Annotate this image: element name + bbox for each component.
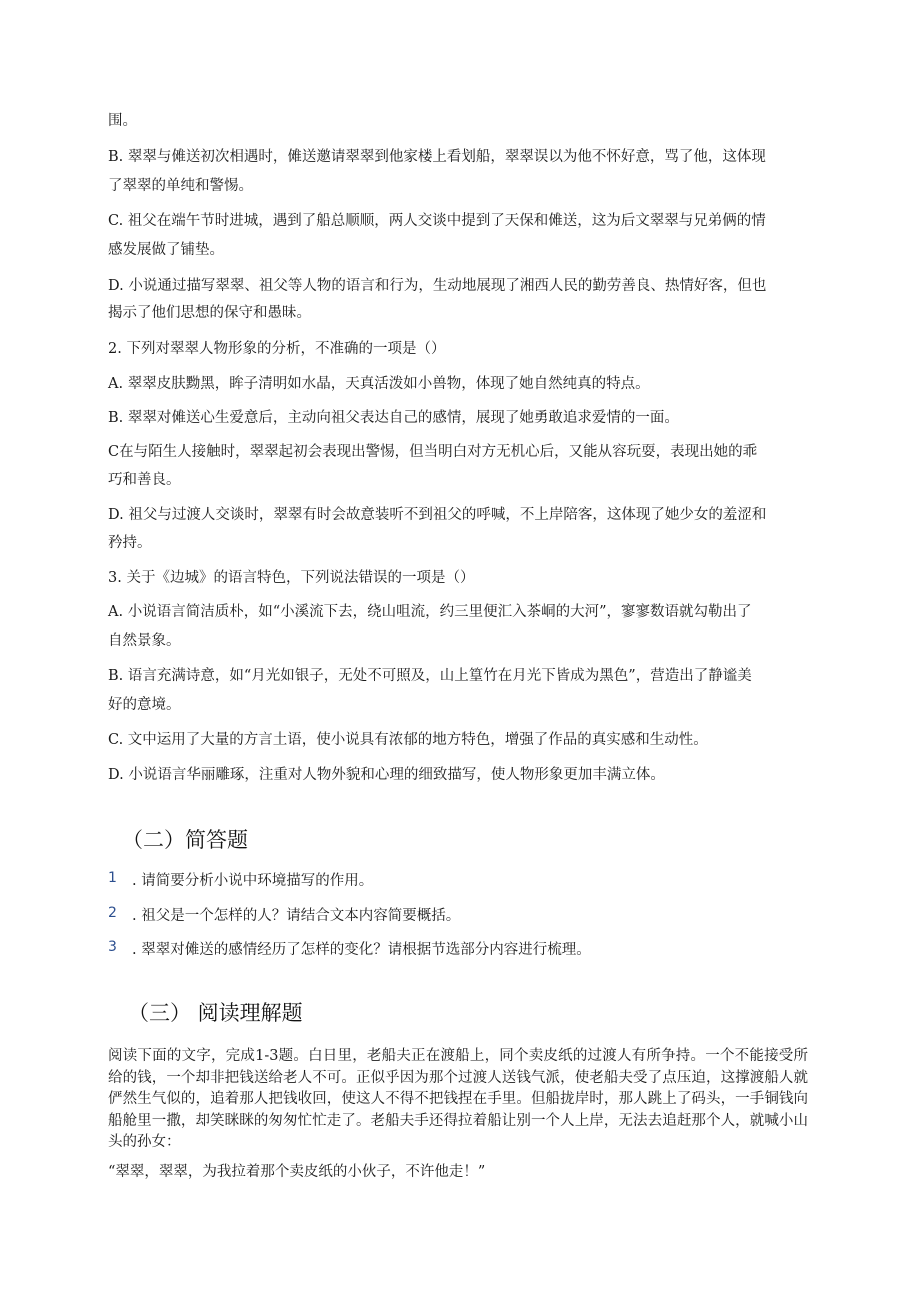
text-line: 巧和善良。 — [108, 472, 181, 488]
text-line: 了翠翠的单纯和警惕。 — [108, 178, 253, 194]
question-stem: 3. 关于《边城》的语言特色，下列说法错误的一项是（） — [108, 570, 475, 586]
question-text: . 请简要分析小说中环境描写的作用。 — [132, 873, 374, 889]
text-line: B. 翠翠与傩送初次相遇时，傩送邀请翠翠到他家楼上看划船，翠翠误以为他不怀好意，骂了他，这体现 — [108, 149, 766, 165]
section-heading: （三） 阅读理解题 — [128, 1001, 303, 1025]
question-number: 1 — [108, 870, 117, 886]
reading-passage: 阅读下面的文字，完成1-3题。白日里，老船夫正在渡船上，同个卖皮纸的过渡人有所争持。一个不能接受所给的钱，一个却非把钱送给老人不可。正似乎因为那个过渡人送钱气派，使老船夫受了点压迫，这撑渡船人就俨然生气似的，追着那人把钱收回，使这人不得不把钱捏在手里。但船拢岸时，那人跳上了码头，一手铜钱向船舱里一撒，却笑眯眯的匆匆忙忙走了。老船夫手还得拉着船让别一个人上岸，无法去追赶那个人，就喊小山头的孙女： — [108, 1048, 808, 1150]
text-line: C. 文中运用了大量的方言土语，使小说具有浓郁的地方特色，增强了作品的真实感和生动性。 — [108, 732, 708, 748]
question-number: 2 — [108, 905, 117, 921]
text-line: 揭示了他们思想的保守和愚昧。 — [108, 305, 311, 321]
text-line: B. 翠翠对傩送心生爱意后，主动向祖父表达自己的感情，展现了她勇敢追求爱情的一面。 — [108, 410, 679, 426]
text-line: D. 小说通过描写翠翠、祖父等人物的语言和行为，生动地展现了湘西人民的勤劳善良、热情好客，但也 — [108, 278, 767, 294]
text-line: 围。 — [108, 113, 137, 129]
text-line: C在与陌生人接触时，翠翠起初会表现出警惕，但当明白对方无机心后，又能从容玩耍，表现出她的乖 — [108, 444, 758, 460]
section-heading: （二）简答题 — [122, 828, 248, 852]
text-line: 矜持。 — [108, 535, 152, 551]
question-stem: 2. 下列对翠翠人物形象的分析，不准确的一项是（） — [108, 341, 446, 357]
dialogue-quote: “翠翠，翠翠，为我拉着那个卖皮纸的小伙子，不许他走！” — [108, 1164, 486, 1180]
text-line: D. 小说语言华丽雕琢，注重对人物外貌和心理的细致描写，使人物形象更加丰满立体。 — [108, 767, 665, 783]
text-line: A. 小说语言简洁质朴，如“小溪流下去，绕山咀流，约三里便汇入茶峒的大河”，寥寥数语就勾勒出了 — [108, 604, 752, 620]
text-line: D. 祖父与过渡人交谈时，翠翠有时会故意装听不到祖父的呼喊，不上岸陪客，这体现了她少女的羞涩和 — [108, 507, 767, 523]
question-text: . 祖父是一个怎样的人？请结合文本内容简要概括。 — [132, 908, 461, 924]
text-line: C. 祖父在端午节时进城，遇到了船总顺顺，两人交谈中提到了天保和傩送，这为后文翠翠与兄弟俩的情 — [108, 213, 766, 229]
text-line: B. 语言充满诗意，如“月光如银子，无处不可照及，山上篁竹在月光下皆成为黑色”，营造出了静谧美 — [108, 668, 752, 684]
text-line: A. 翠翠皮肤黝黑，眸子清明如水晶，天真活泼如小兽物，体现了她自然纯真的特点。 — [108, 376, 650, 392]
question-text: . 翠翠对傩送的感情经历了怎样的变化？请根据节选部分内容进行梳理。 — [132, 942, 591, 958]
text-line: 自然景象。 — [108, 633, 181, 649]
text-line: 感发展做了铺垫。 — [108, 242, 224, 258]
text-line: 好的意境。 — [108, 697, 181, 713]
question-number: 3 — [108, 939, 117, 955]
